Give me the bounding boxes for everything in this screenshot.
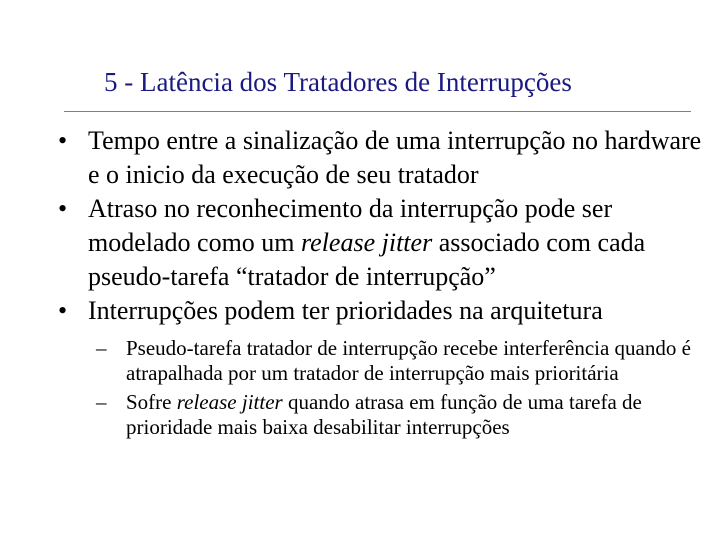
sub-bullet-item	[88, 390, 708, 440]
bullet-item	[58, 294, 708, 440]
bullet-marker: •	[58, 194, 68, 223]
title-divider	[64, 111, 691, 112]
emphasis-text: release jitter	[176, 390, 283, 414]
sub-bullet-marker: –	[96, 336, 107, 360]
sub-bullet-marker: –	[96, 390, 107, 414]
sub-bullet-text: Pseudo-tarefa tratador de interrupção recebe interferência quando é atrapalhada por um tratador de interrupção mais prioritária	[126, 336, 691, 385]
bullet-text: Interrupções podem ter prioridades na arquitetura	[88, 296, 603, 325]
bullet-item	[58, 124, 708, 192]
bullet-text: Tempo entre a sinalização de uma interrupção no hardware e o inicio da execução de seu tratador	[88, 126, 702, 189]
sub-bullet-text: Sofre release jitter quando atrasa em função de uma tarefa de prioridade mais baixa desabilitar interrupções	[126, 390, 642, 439]
bullet-item	[58, 192, 708, 294]
bullet-list	[58, 124, 708, 444]
bullet-marker: •	[58, 126, 68, 155]
bullet-marker: •	[58, 296, 68, 325]
slide-title: 5 - Latência dos Tratadores de Interrupções	[104, 67, 572, 97]
sub-bullet-item	[88, 336, 708, 386]
emphasis-text: release jitter	[301, 228, 433, 257]
sub-bullet-list	[88, 336, 708, 440]
bullet-text: Atraso no reconhecimento da interrupção pode ser modelado como um release jitter associado com cada pseudo-tarefa “tratador de interrupção”	[88, 194, 646, 291]
